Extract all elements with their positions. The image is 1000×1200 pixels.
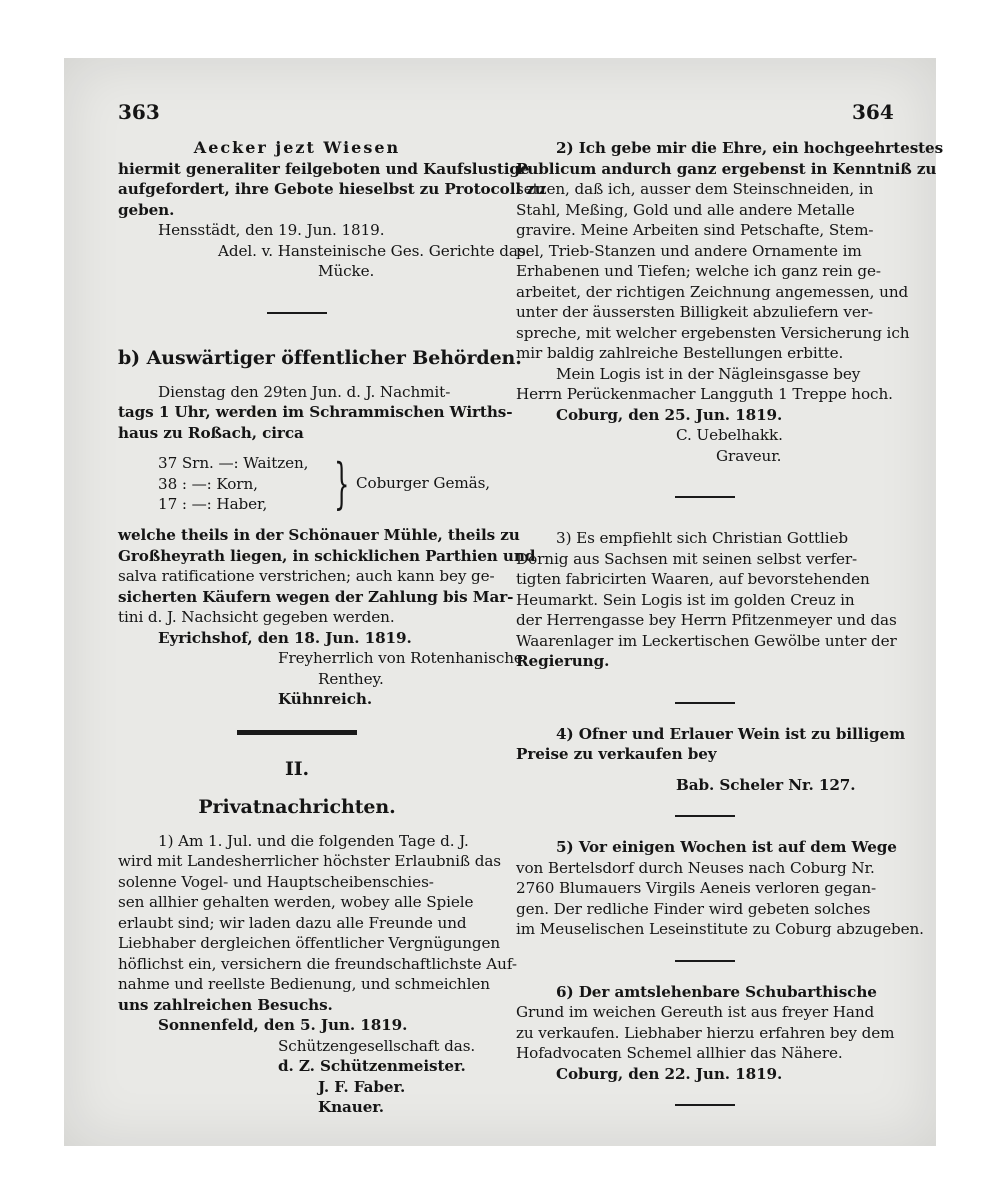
section-heading-fields: Aecker jezt Wiesen: [193, 138, 401, 157]
item2-line: gravire. Meine Arbeiten sind Petschafte, Stem-: [516, 221, 874, 239]
notice-name: Mücke.: [318, 262, 375, 280]
item1-signature: J. F. Faber.: [318, 1077, 406, 1096]
item2-line: Stahl, Meßing, Gold und alle andere Metalle: [516, 200, 855, 219]
grain-table: [158, 452, 491, 515]
auction-line: tags 1 Uhr, werden im Schrammischen Wirths-: [118, 403, 513, 421]
notice-line: geben.: [118, 200, 175, 219]
item1-line: solenne Vogel- und Hauptscheibenschies-: [118, 872, 434, 891]
item4-signature: Bab. Scheler Nr. 127.: [676, 775, 856, 794]
item3-line: 3) Es empfiehlt sich Christian Gottlieb: [556, 529, 848, 547]
item4-line: 4) Ofner und Erlauer Wein ist zu billigem: [556, 724, 906, 743]
auction-name: Kühnreich.: [278, 690, 373, 708]
divider-rule: [675, 1104, 735, 1106]
item5-line: 2760 Blumauers Virgils Aeneis verloren gegan-: [516, 879, 877, 897]
item1-line: wird mit Landesherrlicher höchster Erlaubniß das: [118, 852, 501, 870]
auction-line: salva ratificatione verstrichen; auch kann bey ge-: [118, 567, 495, 585]
notice-line: hiermit generaliter feilgeboten und Kaufslustige: [118, 159, 530, 178]
item5-line: 5) Vor einigen Wochen ist auf dem Wege: [556, 838, 897, 856]
notice-signature: Adel. v. Hansteinische Ges. Gerichte das.: [218, 241, 531, 260]
item3-line: der Herrengasse bey Herrn Pfitzenmeyer und das: [516, 611, 897, 629]
item1-line: nahme und reellste Bedienung, und schmeichlen: [118, 975, 490, 993]
item1-line: 1) Am 1. Jul. und die folgenden Tage d. J.: [158, 831, 469, 850]
item1-line: Liebhaber dergleichen öffentlicher Vergnügungen: [118, 934, 501, 952]
item2-line: unter der äussersten Billigkeit abzuliefern ver-: [516, 303, 873, 321]
item2-title: Graveur.: [716, 446, 782, 465]
item3-line: Waarenlager im Leckertischen Gewölbe unter der: [516, 631, 897, 650]
item2-signature: C. Uebelhakk.: [676, 426, 783, 444]
item2-line: setzen, daß ich, ausser dem Steinschneiden, in: [516, 180, 874, 198]
roman-numeral: II.: [284, 757, 310, 780]
item1-line: uns zahlreichen Besuchs.: [118, 995, 333, 1014]
auction-place-date: Eyrichshof, den 18. Jun. 1819.: [158, 628, 412, 647]
item1-signature: Knauer.: [318, 1098, 384, 1116]
item3-line: Regierung.: [516, 652, 610, 670]
item2-line: arbeitet, der richtigen Zeichnung angemessen, und: [516, 282, 909, 301]
item3-line: tigten fabricirten Waaren, auf bevorstehenden: [516, 570, 870, 588]
item3-line: Dornig aus Sachsen mit seinen selbst verfer-: [516, 549, 858, 568]
grain-measure-label: Coburger Gemäs,: [356, 474, 491, 492]
auction-line: sicherten Käufern wegen der Zahlung bis Mar-: [118, 587, 514, 606]
item2-line: Erhabenen und Tiefen; welche ich ganz rein ge-: [516, 262, 881, 280]
item1-signature: d. Z. Schützenmeister.: [278, 1057, 466, 1075]
brace-glyph: }: [334, 452, 350, 515]
section-heading-private: Privatnachrichten.: [198, 795, 396, 818]
item1-place-date: Sonnenfeld, den 5. Jun. 1819.: [158, 1016, 408, 1034]
grain-row: 17 : —: Haber,: [158, 495, 268, 513]
item6-line: Grund im weichen Gereuth ist aus freyer Hand: [516, 1003, 875, 1021]
left-column: [118, 138, 546, 1118]
page-number-left: 363: [118, 100, 160, 124]
item2-line: mir baldig zahlreiche Bestellungen erbitte.: [516, 344, 844, 362]
item2-line: Publicum andurch ganz ergebenst in Kenntniß zu: [516, 159, 937, 178]
page-number-right: 364: [852, 100, 894, 124]
item3-line: Heumarkt. Sein Logis ist im golden Creuz in: [516, 590, 855, 609]
item2-line: spreche, mit welcher ergebensten Versicherung ich: [516, 323, 910, 342]
right-column: [516, 138, 944, 1106]
item5-line: gen. Der redliche Finder wird gebeten solches: [516, 899, 871, 918]
section-heading-b: b) Auswärtiger öffentlicher Behörden.: [118, 346, 522, 369]
item5-line: von Bertelsdorf durch Neuses nach Coburg Nr.: [516, 858, 875, 877]
item2-line: Herrn Perückenmacher Langguth 1 Treppe hoch.: [516, 385, 893, 403]
item2-line: 2) Ich gebe mir die Ehre, ein hochgeehrtestes: [556, 139, 944, 157]
item2-line: pel, Trieb-Stanzen und andere Ornamente im: [516, 241, 862, 260]
item6-line: zu verkaufen. Liebhaber hierzu erfahren bey dem: [516, 1023, 895, 1042]
auction-line: welche theils in der Schönauer Mühle, theils zu: [118, 526, 520, 544]
item1-line: sen allhier gehalten werden, wobey alle Spiele: [118, 893, 474, 911]
item5-line: im Meuselischen Leseinstitute zu Coburg abzugeben.: [516, 920, 924, 938]
grain-row: 38 : —: Korn,: [158, 474, 258, 493]
item1-signature: Schützengesellschaft das.: [278, 1036, 476, 1055]
item2-place-date: Coburg, den 25. Jun. 1819.: [556, 405, 783, 424]
notice-place-date: Hensstädt, den 19. Jun. 1819.: [158, 221, 385, 239]
auction-line: Großheyrath liegen, in schicklichen Parthien und: [118, 546, 536, 565]
item6-line: Hofadvocaten Schemel allhier das Nähere.: [516, 1044, 843, 1062]
auction-line: Dienstag den 29ten Jun. d. J. Nachmit-: [158, 382, 451, 401]
notice-line: aufgefordert, ihre Gebote hieselbst zu Protocoll zu: [118, 180, 546, 198]
item6-line: 6) Der amtslehenbare Schubarthische: [556, 982, 877, 1001]
auction-signature: Renthey.: [318, 669, 384, 688]
grain-row: 37 Srn. —: Waitzen,: [158, 454, 309, 472]
item1-line: erlaubt sind; wir laden dazu alle Freunde und: [118, 913, 467, 932]
item4-line: Preise zu verkaufen bey: [516, 745, 717, 763]
item2-line: Mein Logis ist in der Nägleinsgasse bey: [556, 364, 861, 383]
auction-line: tini d. J. Nachsicht gegeben werden.: [118, 608, 395, 626]
auction-signature: Freyherrlich von Rotenhanische: [278, 649, 523, 667]
item6-place-date: Coburg, den 22. Jun. 1819.: [556, 1064, 783, 1083]
auction-line: haus zu Roßach, circa: [118, 423, 304, 442]
item1-line: höflichst ein, versichern die freundschaftlichste Auf-: [118, 954, 517, 973]
